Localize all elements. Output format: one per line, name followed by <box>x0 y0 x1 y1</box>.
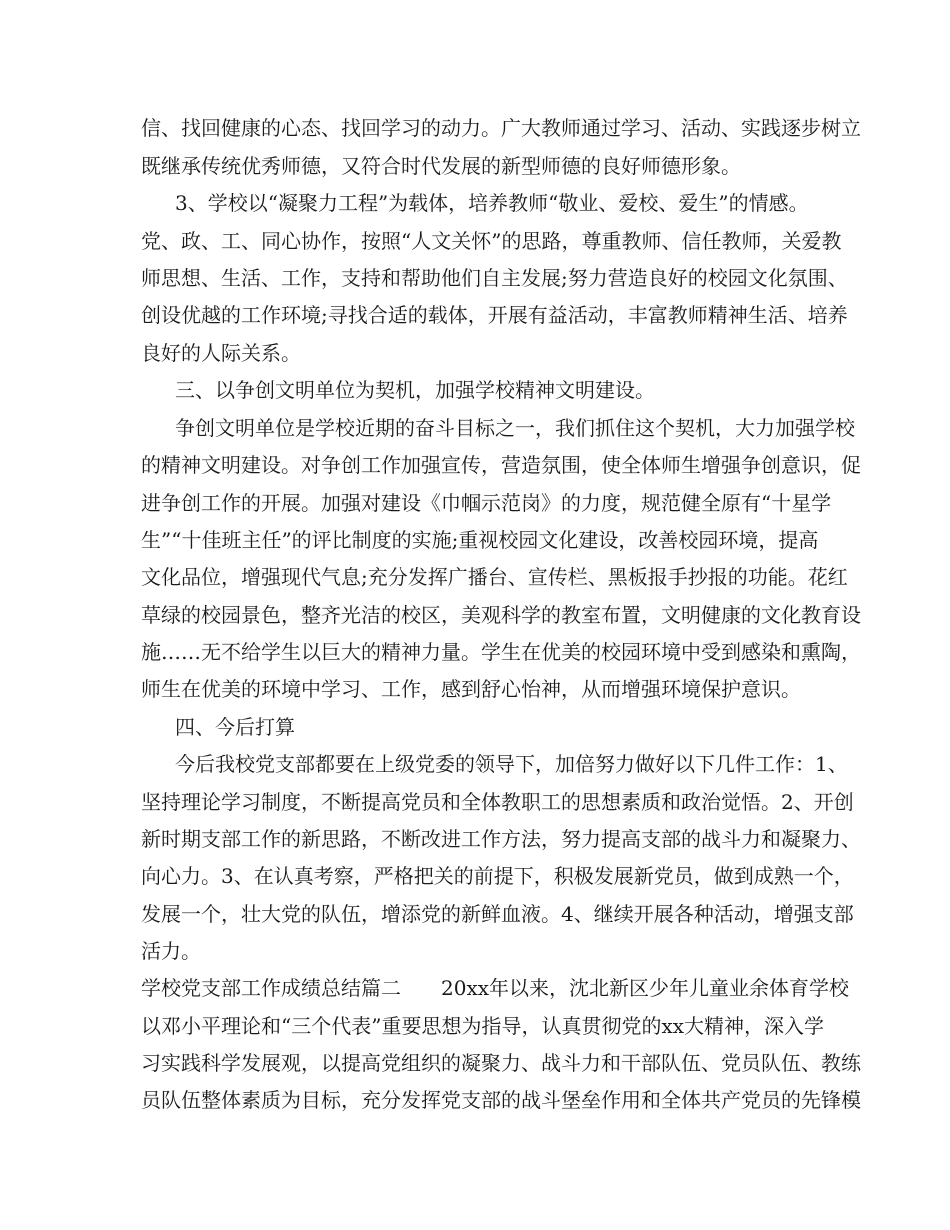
text-line: 进争创工作的开展。加强对建设《巾帼示范岗》的力度，规范健全原有“十星学 <box>141 491 832 515</box>
text-line: 良好的人际关系。 <box>141 341 301 365</box>
text-line: 争创文明单位是学校近期的奋斗目标之一，我们抓住这个契机，大力加强学校 <box>175 416 855 440</box>
text-line: 新时期支部工作的新思路，不断改进工作方法，努力提高支部的战斗力和凝聚力、 <box>141 827 861 851</box>
text-line: 发展一个，壮大党的队伍，增添党的新鲜血液。4、继续开展各种活动，增强支部 <box>141 902 854 926</box>
section-heading: 四、今后打算 <box>175 715 295 739</box>
text-line: 习实践科学发展观，以提高党组织的凝聚力、战斗力和干部队伍、党员队伍、教练 <box>141 1051 861 1075</box>
text-line: 3、学校以“凝聚力工程”为载体，培养教师“敬业、爱校、爱生”的情感。 <box>175 191 809 215</box>
text-line: 党、政、工、同心协作，按照“人文关怀”的思路，尊重教师、信任教师，关爱教 <box>141 229 842 253</box>
text-line: 师思想、生活、工作，支持和帮助他们自主发展;努力营造良好的校园文化氛围、 <box>141 266 848 290</box>
text-line: 文化品位，增强现代气息;充分发挥广播台、宣传栏、黑板报手抄报的功能。花红 <box>141 565 848 589</box>
text-line: 今后我校党支部都要在上级党委的领导下，加倍努力做好以下几件工作：1、 <box>175 752 848 776</box>
section-heading: 三、以争创文明单位为契机，加强学校精神文明建设。 <box>175 378 655 402</box>
text-line: 创设优越的工作环境;寻找合适的载体，开展有益活动，丰富教师精神生活、培养 <box>141 303 848 327</box>
text-line: 草绿的校园景色，整齐光洁的校区，美观科学的教室布置，文明健康的文化教育设 <box>141 603 861 627</box>
text-line: 既继承传统优秀师德，又符合时代发展的新型师德的良好师德形象。 <box>141 154 741 178</box>
text-line: 坚持理论学习制度，不断提高党员和全体教职工的思想素质和政治觉悟。2、开创 <box>141 790 854 814</box>
text-line: 师生在优美的环境中学习、工作，感到舒心怡神，从而增强环境保护意识。 <box>141 677 801 701</box>
article-heading-line: 学校党支部工作成绩总结篇二 20xx年以来，沈北新区少年儿童业余体育学校 <box>141 976 850 1000</box>
text-line: 施……无不给学生以巨大的精神力量。学生在优美的校园环境中受到感染和熏陶， <box>141 640 861 664</box>
text-line: 以邓小平理论和“三个代表”重要思想为指导，认真贯彻党的xx大精神，深入学 <box>141 1014 825 1038</box>
text-line: 信、找回健康的心态、找回学习的动力。广大教师通过学习、活动、实践逐步树立 <box>141 116 861 140</box>
text-line: 活力。 <box>141 939 201 963</box>
text-line: 的精神文明建设。对争创工作加强宣传，营造氛围，使全体师生增强争创意识，促 <box>141 453 861 477</box>
text-line: 员队伍整体素质为目标，充分发挥党支部的战斗堡垒作用和全体共产党员的先锋模 <box>141 1088 861 1112</box>
text-line: 生”“十佳班主任”的评比制度的实施;重视校园文化建设，改善校园环境，提高 <box>141 528 819 552</box>
text-line: 向心力。3、在认真考察，严格把关的前提下，积极发展新党员，做到成熟一个， <box>141 864 854 888</box>
